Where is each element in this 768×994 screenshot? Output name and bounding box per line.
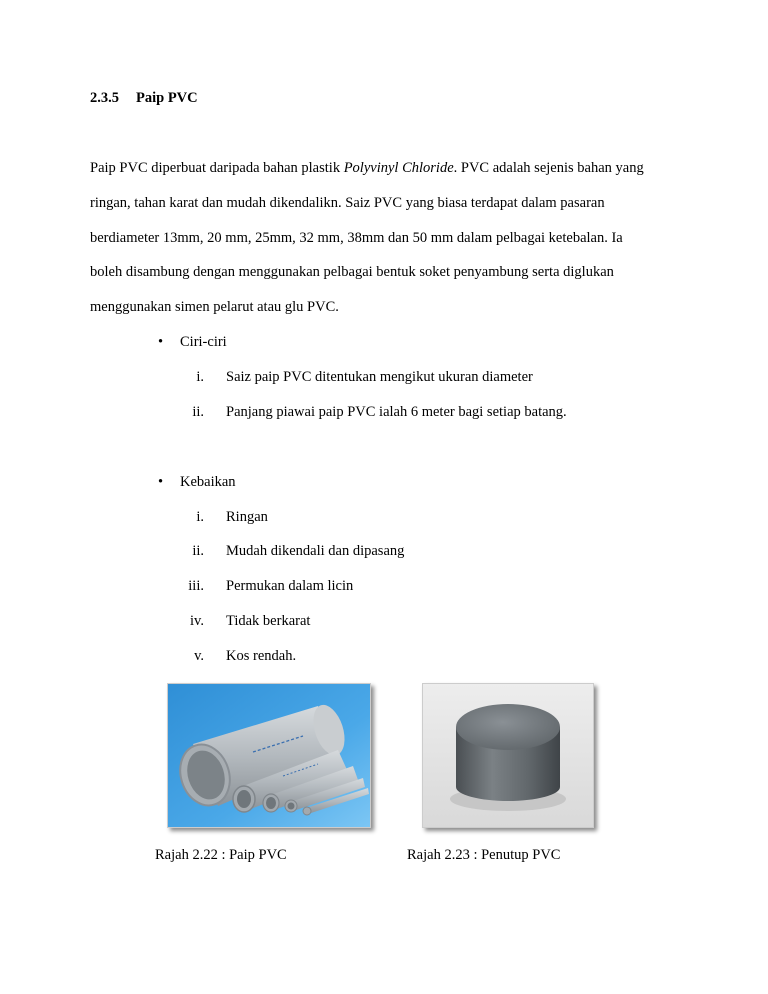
- intro-line-5: menggunakan simen pelarut atau glu PVC.: [90, 299, 339, 315]
- intro-line-1: [90, 160, 690, 177]
- bullet-ciri-ciri: [158, 334, 227, 351]
- intro-text: . PVC adalah sejenis bahan yang: [453, 160, 644, 176]
- pvc-cap-illustration: [423, 684, 593, 827]
- bullet-dot: •: [158, 334, 164, 350]
- list-item: Saiz paip PVC ditentukan mengikut ukuran diameter: [226, 369, 533, 385]
- list-item: Ringan: [226, 509, 268, 525]
- figure-caption-pipes: Rajah 2.22 : Paip PVC: [155, 847, 287, 863]
- section-heading: [90, 90, 198, 107]
- intro-italic-term: Polyvinyl Chloride: [343, 160, 454, 176]
- list-number: iv.: [190, 613, 204, 629]
- intro-line-2: ringan, tahan karat dan mudah dikendalikn. Saiz PVC yang biasa terdapat dalam pasaran: [90, 195, 605, 211]
- bullet-kebaikan: [158, 474, 236, 491]
- intro-text: Paip PVC diperbuat daripada bahan plastik: [90, 160, 344, 176]
- list-number: i.: [196, 369, 204, 385]
- pvc-pipes-illustration: [168, 684, 370, 827]
- intro-line-3: berdiameter 13mm, 20 mm, 25mm, 32 mm, 38mm dan 50 mm dalam pelbagai ketebalan. Ia: [90, 230, 623, 246]
- list-number: iii.: [188, 578, 204, 594]
- bullet-label: Ciri-ciri: [180, 334, 227, 350]
- list-number: v.: [194, 648, 204, 664]
- bullet-dot: •: [158, 474, 164, 490]
- list-item: Permukan dalam licin: [226, 578, 354, 594]
- pvc-pipes-photo: [167, 683, 371, 828]
- list-number: i.: [196, 509, 204, 525]
- figure-caption-cap: Rajah 2.23 : Penutup PVC: [407, 847, 561, 863]
- section-title: Paip PVC: [136, 90, 198, 106]
- list-number: ii.: [192, 543, 204, 559]
- pvc-cap-photo: [422, 683, 594, 828]
- list-number: ii.: [192, 404, 204, 420]
- intro-line-4: boleh disambung dengan menggunakan pelbagai bentuk soket penyambung serta diglukan: [90, 264, 614, 280]
- list-item: Tidak berkarat: [226, 613, 311, 629]
- section-number: 2.3.5: [90, 90, 119, 106]
- list-item: Mudah dikendali dan dipasang: [226, 543, 405, 559]
- list-item: Panjang piawai paip PVC ialah 6 meter bagi setiap batang.: [226, 404, 567, 420]
- list-item: Kos rendah.: [226, 648, 297, 664]
- bullet-label: Kebaikan: [180, 474, 236, 490]
